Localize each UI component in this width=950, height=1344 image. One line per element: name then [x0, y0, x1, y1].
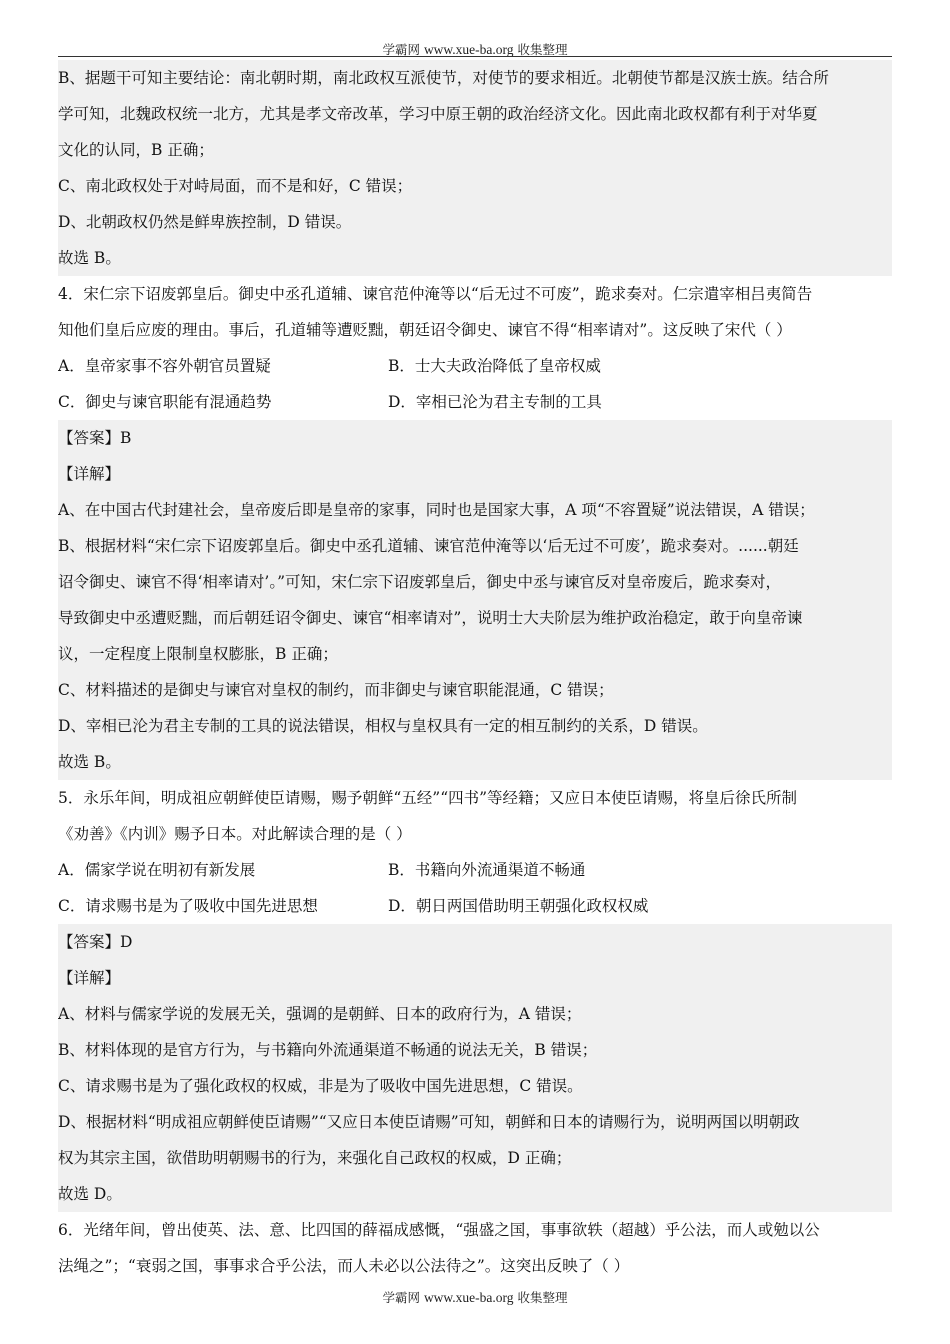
q4-stem-line: 知他们皇后应废的理由。事后，孔道辅等遭贬黜，朝廷诏令御史、谏官不得“相率请对”。这反映了宋代（ ） — [58, 321, 792, 339]
q4-detail-line: 导致御史中丞遭贬黜，而后朝廷诏令御史、谏官“相率请对”，说明士大夫阶层为维护政治稳定，敢于向皇帝谏 — [58, 609, 803, 627]
q4-detail-heading: 【详解】 — [58, 465, 121, 483]
q5-detail-line: A、材料与儒家学说的发展无关，强调的是朝鲜、日本的政府行为，A 错误； — [58, 1005, 582, 1023]
q6-stem-line: 6．光绪年间，曾出使英、法、意、比四国的薛福成感慨，“强盛之国，事事欲轶（超越）乎公法，而人或勉以公 — [58, 1221, 820, 1239]
q4-option-d: D．宰相已沦为君主专制的工具 — [388, 393, 602, 411]
q4-option-b: B．士大夫政治降低了皇帝权威 — [388, 357, 601, 375]
page-footer — [0, 1288, 950, 1306]
header-prefix: 学霸网 — [382, 42, 420, 57]
q4-option-c: C．御史与谏官职能有混通趋势 — [58, 393, 272, 411]
q4-detail-line: 诏令御史、谏官不得‘相率请对’。”可知，宋仁宗下诏废郭皇后，御史中丞与谏官反对皇帝废后，跪求奏对， — [58, 573, 782, 591]
q4-answer: 【答案】B — [58, 429, 132, 447]
q4-options-row — [58, 348, 892, 384]
q5-option-b: B．书籍向外流通渠道不畅通 — [388, 861, 586, 879]
q6-stem-line: 法绳之”；“衰弱之国，事事求合乎公法，而人未必以公法待之”。这突出反映了（ ） — [58, 1257, 630, 1275]
q4-stem-line: 4．宋仁宗下诏废郭皇后。御史中丞孔道辅、谏官范仲淹等以“后无过不可废”，跪求奏对。仁宗遣宰相吕夷简告 — [58, 285, 813, 303]
q3-explanation-line: D、北朝政权仍然是鲜卑族控制，D 错误。 — [58, 213, 352, 231]
q5-options-row — [58, 852, 892, 888]
q5-detail-line: 权为其宗主国，欲借助明朝赐书的行为，来强化自己政权的权威，D 正确； — [58, 1149, 572, 1167]
q5-options-row — [58, 888, 892, 924]
q5-stem-line: 5．永乐年间，明成祖应朝鲜使臣请赐，赐予朝鲜“五经”“四书”等经籍；又应日本使臣请赐，将皇后徐氏所制 — [58, 789, 798, 807]
q4-conclusion: 故选 B。 — [58, 753, 121, 771]
q4-explanation-block — [58, 420, 892, 780]
q5-answer: 【答案】D — [58, 933, 133, 951]
q5-explanation-block — [58, 924, 892, 1212]
question-6 — [58, 1212, 892, 1284]
q3-explanation-line: 学可知，北魏政权统一北方，尤其是孝文帝改革，学习中原王朝的政治经济文化。因此南北政权都有利于对华夏 — [58, 105, 818, 123]
q4-detail-line: 议，一定程度上限制皇权膨胀，B 正确； — [58, 645, 338, 663]
question-5 — [58, 780, 892, 924]
q5-option-c: C．请求赐书是为了吸收中国先进思想 — [58, 897, 318, 915]
q3-conclusion: 故选 B。 — [58, 249, 121, 267]
q4-detail-line: A、在中国古代封建社会，皇帝废后即是皇帝的家事，同时也是国家大事，A 项“不容置疑”说法错误，A 错误； — [58, 501, 815, 519]
q5-stem-line: 《劝善》《内训》赐予日本。对此解读合理的是（ ） — [58, 825, 412, 843]
q3-explanation-block — [58, 60, 892, 276]
q5-detail-line: B、材料体现的是官方行为，与书籍向外流通渠道不畅通的说法无关，B 错误； — [58, 1041, 598, 1059]
q5-conclusion: 故选 D。 — [58, 1185, 122, 1203]
q4-option-a: A．皇帝家事不容外朝官员置疑 — [58, 357, 271, 375]
document-body — [58, 60, 892, 1284]
q3-explanation-line: 文化的认同，B 正确； — [58, 141, 214, 159]
q4-options-row — [58, 384, 892, 420]
footer-prefix: 学霸网 — [382, 1290, 420, 1305]
q5-detail-line: C、请求赐书是为了强化政权的权威，非是为了吸收中国先进思想，C 错误。 — [58, 1077, 583, 1095]
footer-site[interactable]: www.xue-ba.org — [423, 1290, 514, 1305]
q4-detail-line: B、根据材料“宋仁宗下诏废郭皇后。御史中丞孔道辅、谏官范仲淹等以‘后无过不可废’，跪求奏对。......朝廷 — [58, 537, 799, 555]
q3-explanation-line: C、南北政权处于对峙局面，而不是和好，C 错误； — [58, 177, 413, 195]
header-divider — [58, 56, 892, 57]
header-suffix: 收集整理 — [517, 42, 568, 57]
q4-detail-line: D、宰相已沦为君主专制的工具的说法错误，相权与皇权具有一定的相互制约的关系，D 错误。 — [58, 717, 708, 735]
question-4 — [58, 276, 892, 420]
q5-detail-heading: 【详解】 — [58, 969, 121, 987]
q5-option-a: A．儒家学说在明初有新发展 — [58, 861, 256, 879]
q5-detail-line: D、根据材料“明成祖应朝鲜使臣请赐”“又应日本使臣请赐”可知，朝鲜和日本的请赐行为，说明两国以明朝政 — [58, 1113, 800, 1131]
footer-suffix: 收集整理 — [517, 1290, 568, 1305]
q3-explanation-line: B、据题干可知主要结论：南北朝时期，南北政权互派使节，对使节的要求相近。北朝使节都是汉族士族。结合所 — [58, 69, 829, 87]
q4-detail-line: C、材料描述的是御史与谏官对皇权的制约，而非御史与谏官职能混通，C 错误； — [58, 681, 614, 699]
q5-option-d: D．朝日两国借助明王朝强化政权权威 — [388, 897, 649, 915]
header-site[interactable]: www.xue-ba.org — [423, 42, 514, 57]
